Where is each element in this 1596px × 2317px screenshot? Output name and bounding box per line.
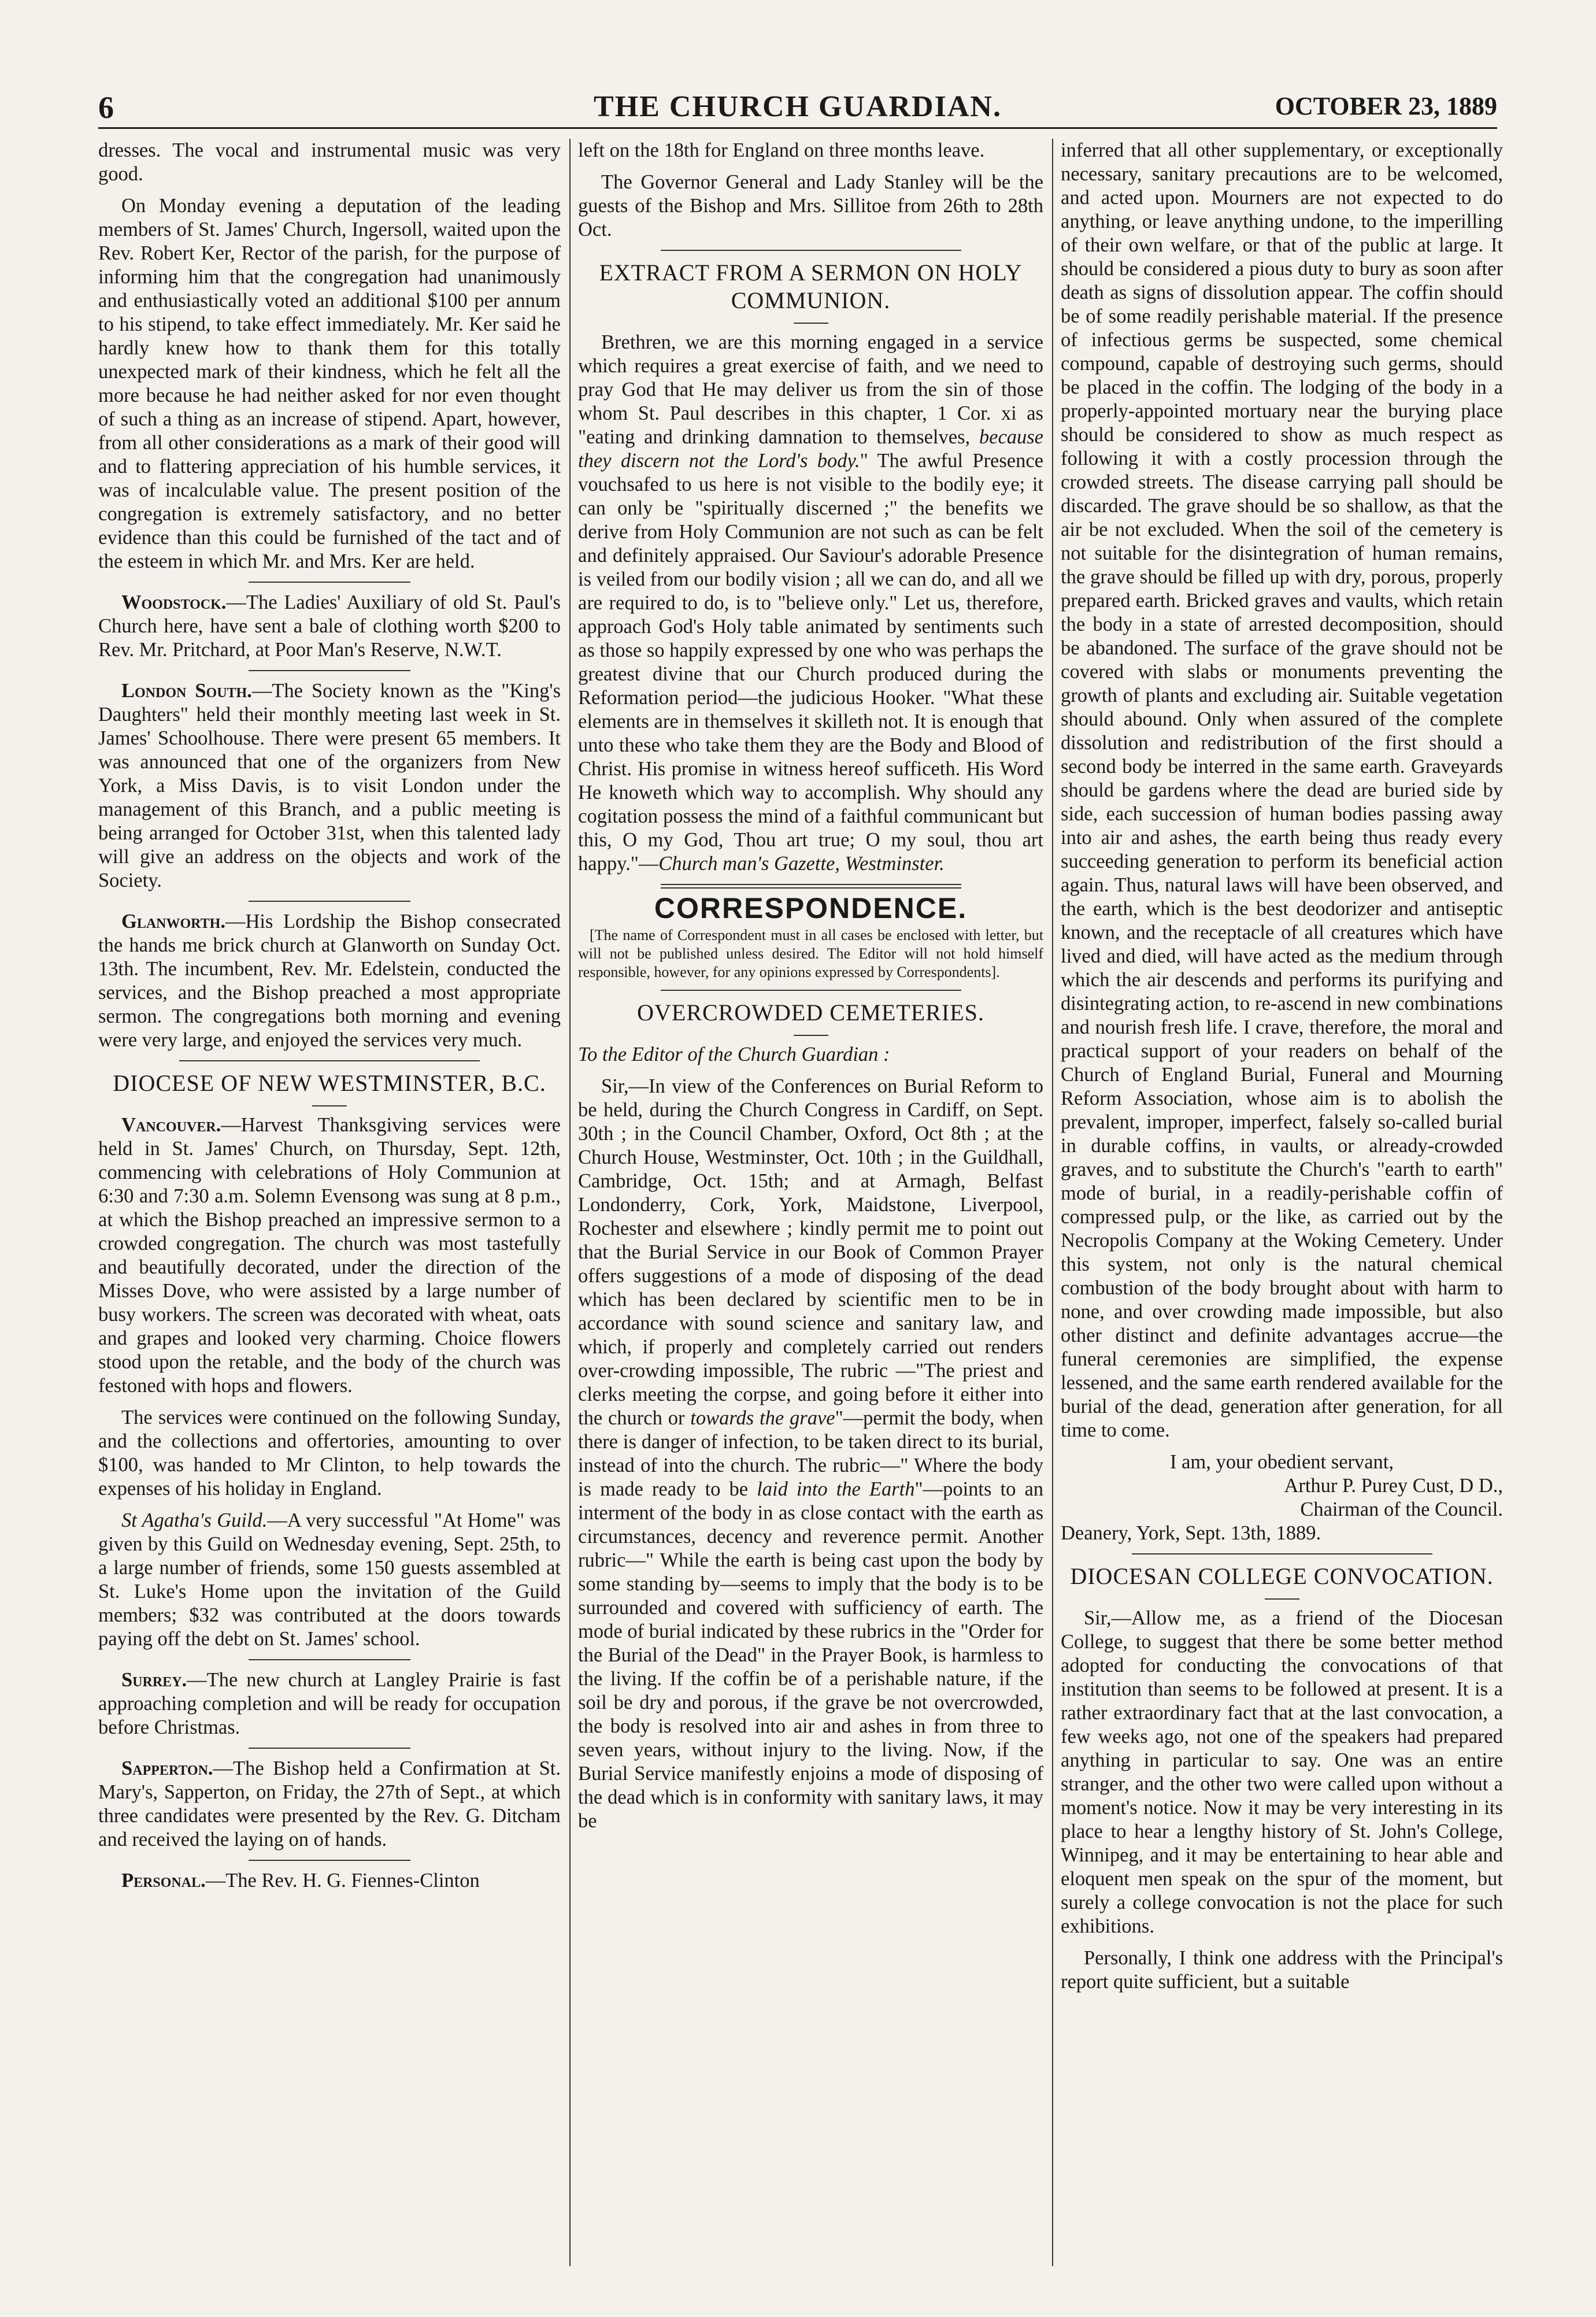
item-lead: London South. bbox=[121, 680, 252, 702]
column-3 bbox=[1061, 139, 1503, 2266]
item-lead: Glanworth. bbox=[121, 910, 225, 932]
separator-rule bbox=[661, 990, 961, 991]
news-item-sapperton bbox=[98, 1757, 561, 1852]
separator-rule bbox=[249, 1748, 410, 1749]
separator-rule bbox=[661, 250, 961, 251]
editor-notice: [The name of Correspondent must in all cases be enclosed with letter, but will not be published unless desired. The Editor will not hold himself responsible, however, for any opinions expressed by Correspondents]. bbox=[578, 927, 1043, 980]
sermon-italic: because they discern not the Lord's body. bbox=[578, 426, 1043, 472]
separator-rule bbox=[794, 1035, 828, 1036]
sermon-text: Brethren, we are this morning engaged in a service which requires a great exercise of faith, and we need to pray God that He may deliver us from the sin of those whom St. Paul describes in this chapter, 1 Cor. xi as "eating and drinking damnation to themselves, bbox=[578, 331, 1043, 448]
column-divider bbox=[1052, 139, 1053, 2266]
item-text: —The Bishop held a Confirmation at St. Mary's, Sapperton, on Friday, the 27th of Sept., at which three candidates were presented by the Rev. G. Ditcham and received the laying on of hands. bbox=[98, 1757, 561, 1850]
sermon-text: " The awful Presence vouchsafed to us here is not visible to the bodily eye; it can only be "spiritually discerned ;" the benefits we derive from Holy Communion are not such as can be felt and definitely appraised. Our Saviour's adorable Presence is veiled from our bodily vision ; all we can do, and all we are required to do, is to "believe only." Let us, therefore, approach God's Holy table animated by sentiments such as those so happily expressed by one who was perhaps the greatest divine that our Church produced during the Reformation period—the judicious Hooker. "What these elements are in themselves it skilleth not. It is enough that unto these who take them they are the Body and Blood of Christ. His promise in witness hereof sufficeth. His Word He knoweth which way to accomplish. Why should any cogitation possess the mind of a faithful communicant but this, O my God, Thou art true; O my soul, thou art happy."— bbox=[578, 450, 1043, 875]
item-text: —Harvest Thanksgiving services were held in St. James' Church, on Thursday, Sept. 12th, commencing with celebrations of Holy Communion at 6:30 and 7:30 a.m. Solemn Evensong was sung at 8 p.m., at which the Bishop preached an impressive sermon to a crowded congregation. The church was most tastefully and beautifully decorated, under the direction of the Misses Dove, who were assisted by a large number of busy workers. The screen was decorated with wheat, oats and grapes and looked very charming. Choice flowers stood upon the retable, and the body of the church was festoned with hops and flowers. bbox=[98, 1114, 561, 1397]
separator-rule bbox=[249, 582, 410, 583]
separator-rule bbox=[661, 884, 961, 889]
news-item-woodstock bbox=[98, 591, 561, 662]
letter-text: Sir,—In view of the Conferences on Burial Reform to be held, during the Church Congress in Cardiff, on Sept. 30th ; in the Council Chamber, Oxford, Oct 8th ; at the Church House, Westminster, Oct. 10th ; in the Guildhall, Cambridge, Oct. 15th; and at Armagh, Belfast Londonderry, Cork, York, Maidstone, Liverpool, Rochester and elsewhere ; kindly permit me to point out that the Burial Service in our Book of Common Prayer offers suggestions of a mode of disposing of the dead which has been declared by scientific men to be in accordance with sound science and sanitary law, and which, if properly and completely carried out renders over-crowding impossible, The rubric —"The priest and clerks meeting the corpse, and going before it either into the church or bbox=[578, 1075, 1043, 1429]
letter-text: "—permit the body, when there is danger of infection, to be taken direct to its burial, instead of into the church. The rubric—" Where the body is made ready to be bbox=[578, 1407, 1043, 1500]
letter-paragraph: inferred that all other supplementary, or exceptionally necessary, sanitary precautions are to be welcomed, and acted upon. Mourners are not expected to do anything, or leave anything undone, to the imperilling of their own welfare, or that of the public at large. It should be considered a pious duty to bury as soon after death as signs of dissolution appear. The coffin should be of some readily perishable material. If the presence of infectious germs be suspected, some chemical compound, capable of destroying such germs, should be placed in the coffin. The lodging of the body in a properly-appointed mortuary near the burying place should be considered to show as much respect as following it with a costly procession through the crowded streets. The disease carrying pall should be discarded. The grave should be so shallow, as that the air be not excluded. When the soil of the cemetery is not suitable for the disintegration of human remains, the grave should be filled up with dry, porous, properly prepared earth. Bricked graves and vaults, which retain the body in a state of arrested decomposition, should be abandoned. The surface of the grave should not be covered with slabs or monuments preventing the growth of plants and excluding air. Suitable vegetation should abound. Only when assured of the complete dissolution and redistribution of the first should a second body be interred in the same earth. Graveyards should be gardens where the dead are buried side by side, each succession of human bodies passing away into air and ashes, the earth being thus ready every succeeding generation to perform its beneficial action again. Thus, natural laws will have been observed, and the earth, which is the best deodorizer and antiseptic known, and the receptacle of all creatures which have lived and died, will have acted as the medium through which the air descends and performs its purifying and disintegrating action, to re-ascend in new combinations and nourish fresh life. I crave, therefore, the moral and practical support of your readers on behalf of the Church of England Burial, Funeral and Mourning Reform Association, whose aim is to abolish the prevalent, improper, imperfect, falsely so-called burial in durable coffins, in vaults, or already-crowded graves, and to substitute the Church's "earth to earth" mode of burial, in a readily-perishable coffin of compressed pulp, or the like, as carried out by the Necropolis Company at the Woking Cemetery. Under this system, not only is the natural chemical combustion of the body brought about with harm to none, and over crowding made impossible, but also other distinct and definite advantages accrue—the funeral ceremonies are simplified, the expense lessened, and the same earth rendered available for the burial of the dead, generation after generation, for all time to come. bbox=[1061, 139, 1503, 1441]
news-item-agatha bbox=[98, 1509, 561, 1651]
sermon-paragraph bbox=[578, 331, 1043, 876]
item-lead: Personal. bbox=[121, 1870, 206, 1892]
news-item-glanworth bbox=[98, 910, 561, 1052]
letter-text: "—points to an interment of the body in as close contact with the earth as circumstances, decency and reverence permit. Another rubric—" While the earth is being cast upon the body by some standing by—seems to imply that the body is to be surrounded and covered with sufficiency of earth. The mode of burial indicated by these rubrics in the "Order for the Burial of the Dead" in the Prayer Book, is harmless to the living. If the coffin be of a perishable nature, if the soil be dry and porous, if the grave be not overcrowded, the body is resolved into air and ashes in from three to seven years, without injury to the living. Now, if the Burial Service manifestly enjoins a mode of disposing of the dead which is in conformity with sanitary laws, it may be bbox=[578, 1478, 1043, 1832]
letter-closing: I am, your obedient servant, bbox=[1169, 1451, 1394, 1473]
article-paragraph: left on the 18th for England on three months leave. bbox=[578, 139, 985, 161]
item-text: —The new church at Langley Prairie is fast approaching completion and will be ready for occupation before Christmas. bbox=[98, 1669, 561, 1738]
separator-rule bbox=[179, 1060, 480, 1061]
item-text: —His Lordship the Bishop consecrated the hands me brick church at Glanworth on Sunday Oct. 13th. The incumbent, Rev. Mr. Edelstein, conducted the services, and the Bishop preached a most appropriate sermon. The congregations both morning and evening were very large, and enjoyed the services very much. bbox=[98, 910, 561, 1051]
column-1 bbox=[98, 139, 561, 2266]
separator-rule bbox=[249, 1659, 410, 1660]
section-heading-diocese: DIOCESE OF NEW WESTMINSTER, B.C. bbox=[113, 1070, 546, 1096]
section-heading-college: DIOCESAN COLLEGE CONVOCATION. bbox=[1070, 1563, 1494, 1589]
article-paragraph: dresses. The vocal and instrumental music was very good. bbox=[98, 139, 561, 185]
separator-rule bbox=[794, 323, 828, 324]
news-item-personal bbox=[98, 1869, 561, 1893]
signatory-title: Chairman of the Council. bbox=[1300, 1498, 1503, 1520]
item-lead: St Agatha's Guild. bbox=[121, 1509, 268, 1531]
news-item-london bbox=[98, 679, 561, 893]
separator-rule bbox=[312, 1105, 347, 1106]
masthead bbox=[98, 87, 1497, 129]
letter-paragraph: Personally, I think one address with the Principal's report quite sufficient, but a suitable bbox=[1061, 1947, 1503, 1993]
news-item-vancouver bbox=[98, 1113, 561, 1398]
news-item-surrey bbox=[98, 1668, 561, 1739]
article-paragraph: The services were continued on the following Sunday, and the collections and offertories, amounting to over $100, was handed to Mr Clinton, to help towards the expenses of his holiday in England. bbox=[98, 1407, 561, 1500]
letter-dateline: Deanery, York, Sept. 13th, 1889. bbox=[1061, 1522, 1321, 1544]
article-paragraph: The Governor General and Lady Stanley will be the guests of the Bishop and Mrs. Sillitoe from 26th to 28th Oct. bbox=[578, 171, 1043, 240]
letter-salutation: To the Editor of the Church Guardian : bbox=[578, 1043, 890, 1065]
section-heading-correspondence: CORRESPONDENCE. bbox=[654, 892, 968, 924]
item-text: —The Society known as the "King's Daughters" held their monthly meeting last week in St. James' Schoolhouse. There were present 65 members. It was announced that one of the organizers from New York, a Miss Davis, is to visit London under the management of this Branch, and a public meeting is being arranged for October 31st, when this talented lady will give an address on the objects and work of the Society. bbox=[98, 680, 561, 891]
section-heading-cemeteries: OVERCROWDED CEMETERIES. bbox=[637, 1000, 984, 1026]
section-heading-sermon: EXTRACT FROM A SERMON ON HOLY COMMUNION. bbox=[599, 260, 1023, 313]
issue-date: OCTOBER 23, 1889 bbox=[1275, 92, 1497, 120]
item-text: —The Rev. H. G. Fiennes-Clinton bbox=[205, 1870, 480, 1892]
separator-rule bbox=[1132, 1553, 1432, 1554]
separator-rule bbox=[1265, 1598, 1299, 1600]
item-lead: Vancouver. bbox=[121, 1114, 221, 1136]
newspaper-title: THE CHURCH GUARDIAN. bbox=[594, 90, 1002, 123]
item-text: —A very successful "At Home" was given by this Guild on Wednesday evening, Sept. 25th, to a large number of friends, some 150 guests assembled at St. Luke's Home upon the invitation of the Guild members; $32 was contributed at the doors towards paying off the debt on St. James' school. bbox=[98, 1509, 561, 1650]
item-lead: Sapperton. bbox=[121, 1757, 213, 1779]
letter-paragraph: Sir,—Allow me, as a friend of the Diocesan College, to suggest that there be some better method adopted for conducting the convocations of that institution than seems to be followed at present. It is a rather extraordinary fact that at the last convocation, a few weeks ago, not one of the speakers had prepared anything in particular to say. One was an entire stranger, and the other two were called upon without a moment's notice. Now it may be very interesting in its place to hear a lengthy history of St. John's College, Winnipeg, and it may be entertaining to hear able and eloquent men speak on the spur of the moment, but surely a college convocation is not the place for such exhibitions. bbox=[1061, 1607, 1503, 1937]
letter-signature: Arthur P. Purey Cust, D D., bbox=[1284, 1475, 1503, 1497]
article-paragraph: On Monday evening a deputation of the leading members of St. James' Church, Ingersoll, waited upon the Rev. Robert Ker, Rector of the parish, for the purpose of informing him that the congregation had unanimously and enthusiastically voted an additional $100 per annum to his stipend, to take effect immediately. Mr. Ker said he hardly knew how to thank them for this totally unexpected mark of their kindness, which he felt all the more because he had neither asked for nor even thought of such a thing as an increase of stipend. Apart, however, from all other considerations as a mark of their good will and to flattering appreciation of his humble services, it was of incalculable value. The present position of the congregation is extremely satisfactory, and no better evidence than this could be furnished of the tact and of the esteem in which Mr. and Mrs. Ker are held. bbox=[98, 195, 561, 572]
letter-italic: laid into the Earth bbox=[757, 1478, 915, 1500]
column-2 bbox=[578, 139, 1043, 2266]
letter-italic: towards the grave bbox=[690, 1407, 835, 1429]
item-text: —The Ladies' Auxiliary of old St. Paul's Church here, have sent a bale of clothing worth $200 to Rev. Mr. Pritchard, at Poor Man's Reserve, N.W.T. bbox=[98, 591, 561, 661]
separator-rule bbox=[249, 1860, 410, 1861]
sermon-source: Church man's Gazette, Westminster. bbox=[658, 853, 945, 875]
column-divider bbox=[569, 139, 571, 2266]
separator-rule bbox=[249, 670, 410, 671]
item-lead: Woodstock. bbox=[121, 591, 227, 613]
item-lead: Surrey. bbox=[121, 1669, 187, 1691]
letter-paragraph bbox=[578, 1075, 1043, 1833]
page-number: 6 bbox=[98, 90, 114, 125]
separator-rule bbox=[249, 901, 410, 902]
